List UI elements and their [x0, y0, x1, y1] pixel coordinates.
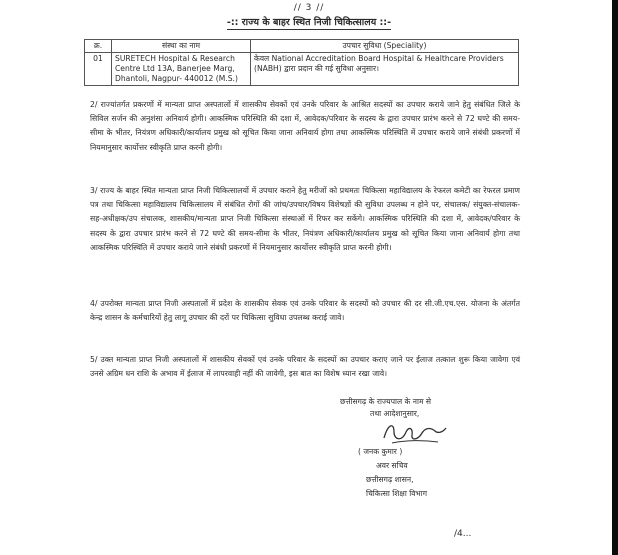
- table-row: [85, 53, 519, 86]
- table-header-row: [85, 40, 519, 53]
- handwritten-signature: [380, 418, 450, 448]
- cell-institution: SURETECH Hospital & Research Centre Ltd 13A, Banerjee Marg, Dhantoli, Nagpur- 440012 (M.S.): [112, 53, 251, 86]
- signature-line-governor: छत्तीसगढ़ के राज्यपाल के नाम से: [340, 397, 432, 406]
- cell-serial: 01: [85, 53, 112, 86]
- paragraph-2: 2/ राज्यांतर्गत प्रकरणों में मान्यता प्राप्त अस्पतालों में शासकीय सेवकों एवं उनके परिवार के आश्रित सदस्यों का उपचार कराये जाने हेतु संबंधित जिले के सिविल सर्जन की अनुशंसा अनिवार्य होगी। आकस्मिक परिस्थिति की दशा में, आवेदक/परिवार के सदस्य के द्वारा उपचार प्रारंभ करने से 72 घण्टे की समय-सीमा के भीतर, नियंत्रण अधिकारी/कार्यालय प्रमुख को सूचित किया जाना अनिवार्य होगा तथा आकस्मिक परिस्थिति में उपचार कराये जाने संबंधी प्रकरणों में नियमानुसार कार्योत्तर स्वीकृति प्राप्त करनी होगी।: [90, 100, 520, 152]
- col-header-facility: उपचार सुविधा (Speciality): [251, 40, 519, 53]
- paragraph-5: 5/ उक्त मान्यता प्राप्त निजी अस्पतालों में शासकीय सेवकों एवं उनके परिवार के सदस्यों का उपचार कराए जाने पर ईलाज तत्काल शुरू किया जावेगा एवं उनसे अग्रिम धन राशि के अभाव में ईलाज में लापरवाही नहीं की जावेगी, इस बात का विशेष ध्यान रखा जावे।: [90, 355, 520, 379]
- col-header-serial: क्र.: [85, 40, 112, 53]
- paragraph-4: 4/ उपरोक्त मान्यता प्राप्त निजी अस्पतालों में प्रदेश के शासकीय सेवक एवं उनके परिवार के सदस्यों को उपचार की दर सी.जी.एच.एस. योजना के अंतर्गत केन्द्र शासन के कर्मचारियों हेतु लागू उपचार की दरों पर चिकित्सा सुविधा उपलब्ध कराई जावे।: [90, 299, 520, 323]
- next-page-marker: /4...: [454, 529, 472, 539]
- signature-line-order: तथा आदेशानुसार,: [370, 409, 420, 418]
- signatory-government: छत्तीसगढ़ शासन,: [366, 475, 414, 484]
- cell-facility: केवल National Accreditation Board Hospital & Healthcare Providers (NABH) द्वारा प्रदान की गई सुविधा अनुसार।: [251, 53, 519, 86]
- signatory-designation: अवर सचिव: [376, 461, 408, 470]
- page-edge: [612, 0, 618, 555]
- signatory-department: चिकित्सा शिक्षा विभाग: [366, 489, 427, 498]
- hospital-table: [84, 39, 519, 86]
- page-number: // 3 //: [293, 3, 325, 13]
- heading-text: -:: राज्य के बाहर स्थित निजी चिकित्सालय ::-: [226, 17, 392, 28]
- col-header-institution: संस्था का नाम: [112, 40, 251, 53]
- document-heading: [0, 15, 618, 28]
- signatory-name: ( जनक कुमार ): [358, 447, 403, 456]
- paragraph-3: 3/ राज्य के बाहर स्थित मान्यता प्राप्त निजी चिकित्सालयों में उपचार कराने हेतु मरीजों को प्रथमतः चिकित्सा महाविद्यालय के रेफरल कमेटी का रेफरल प्रमाण पत्र तथा चिकित्सा महाविद्यालय चिकित्सालय में संबंधित रोगों की जांच/उपचार/विषय विशेषज्ञों की सुविधा उपलब्ध न होने पर, संचालक/ संयुक्त-संचालक-सह-अधीक्षक/उप संचालक, शासकीय/मान्यता प्राप्त निजी चिकित्सा संस्थाओं में रिफर कर सकेंगे। आकस्मिक परिस्थिति की दशा में, आवेदक/परिवार के सदस्य के द्वारा उपचार प्रारंभ करने से 72 घण्टे की समय-सीमा के भीतर, नियंत्रण अधिकारी/कार्यालय प्रमुख को सूचित किया जाना अनिवार्य होगा तथा आकस्मिक परिस्थिति में उपचार कराये जाने संबंधी प्रकरणों में नियमानुसार कार्योत्तर स्वीकृति प्राप्त करनी होगी।: [90, 186, 520, 252]
